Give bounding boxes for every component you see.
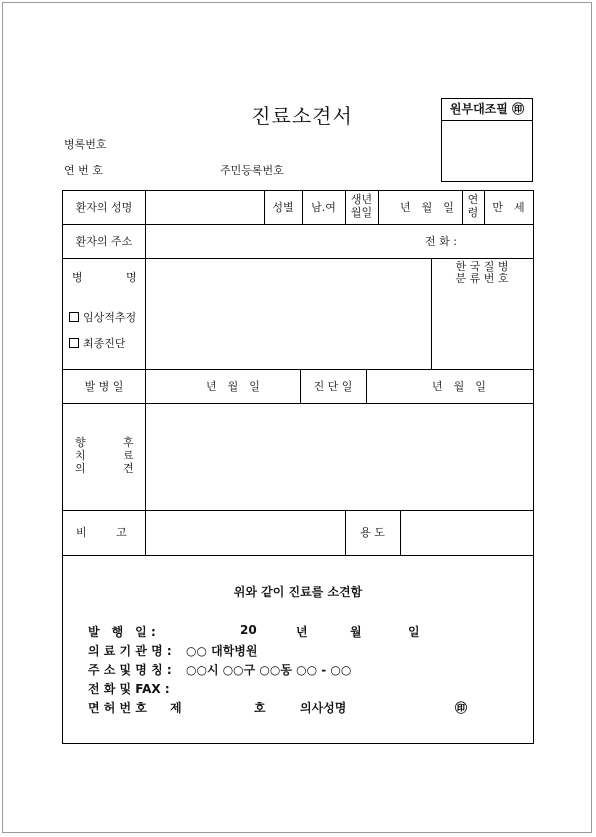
patient-name-label: 환자의 성명 <box>75 201 133 214</box>
address-name-label: 주 소 및 명 칭 : <box>88 663 172 677</box>
license-je: 제 <box>170 701 182 715</box>
stamp-label: 원부대조필 ㊞ <box>442 99 532 121</box>
opinion-label-b3: 견 <box>123 462 134 475</box>
dob-value: 년 월 일 <box>400 201 454 214</box>
institution-value: ○○ 대학병원 <box>186 644 258 658</box>
seal-icon: ㊞ <box>455 701 468 715</box>
phone-label: 전 화 : <box>425 235 457 248</box>
resident-number-label: 주민등록번호 <box>220 164 284 177</box>
patient-address-label: 환자의 주소 <box>75 235 133 248</box>
phone-fax-label: 전 화 및 FAX : <box>88 682 170 696</box>
license-ho: 호 <box>254 701 266 715</box>
dob-label-2: 월일 <box>350 206 373 219</box>
checkbox-icon <box>69 312 79 322</box>
option-final-diagnosis[interactable]: 최종진단 <box>69 337 126 350</box>
opinion-label-a2: 치 <box>75 449 86 462</box>
kcd-label-1: 한 국 질 병 <box>455 260 509 273</box>
age-value: 만 세 <box>492 201 525 214</box>
verification-stamp-box <box>441 98 533 182</box>
disease-label-1: 병 <box>72 271 83 284</box>
confirmation-text: 위와 같이 진료를 소견함 <box>233 585 363 599</box>
sex-label: 성별 <box>272 201 294 214</box>
option-clinical-estimate[interactable]: 임상적추정 <box>69 311 136 324</box>
document-title: 진료소견서 <box>251 104 353 128</box>
diagnosis-date-value: 년 월 일 <box>432 380 486 393</box>
opinion-label-a3: 의 <box>75 462 86 475</box>
issue-day-unit: 일 <box>408 625 420 639</box>
dob-label-1: 생년 <box>350 193 373 206</box>
seal-icon: ㊞ <box>512 102 525 116</box>
license-number-label: 면 허 번 호 <box>88 701 147 715</box>
diagnosis-date-label: 진 단 일 <box>313 380 353 393</box>
disease-label-2: 명 <box>126 271 137 284</box>
chart-number-label: 병록번호 <box>64 138 107 151</box>
opinion-label-b2: 료 <box>123 449 134 462</box>
issue-date-label: 발 행 일 : <box>88 625 156 639</box>
issue-year-prefix: 20 <box>240 623 257 637</box>
issue-month-unit: 월 <box>350 625 362 639</box>
checkbox-icon <box>69 338 79 348</box>
usage-label: 용 도 <box>360 526 385 539</box>
age-label-1: 연 <box>467 193 479 206</box>
onset-date-value: 년 월 일 <box>206 380 260 393</box>
onset-date-label: 발 병 일 <box>84 380 124 393</box>
note-label: 비 고 <box>76 526 127 539</box>
doctor-name-label: 의사성명 <box>300 701 347 715</box>
serial-number-label: 연 번 호 <box>64 164 103 177</box>
institution-label: 의 료 기 관 명 : <box>88 644 172 658</box>
opinion-label-b1: 후 <box>123 436 134 449</box>
sex-options: 남.여 <box>311 201 336 214</box>
age-label-2: 령 <box>467 206 479 219</box>
address-name-value: ○○시 ○○구 ○○동 ○○ - ○○ <box>186 663 352 677</box>
kcd-label-2: 분 류 번 호 <box>455 272 509 285</box>
issue-year-unit: 년 <box>296 625 308 639</box>
opinion-label-a1: 향 <box>75 436 86 449</box>
